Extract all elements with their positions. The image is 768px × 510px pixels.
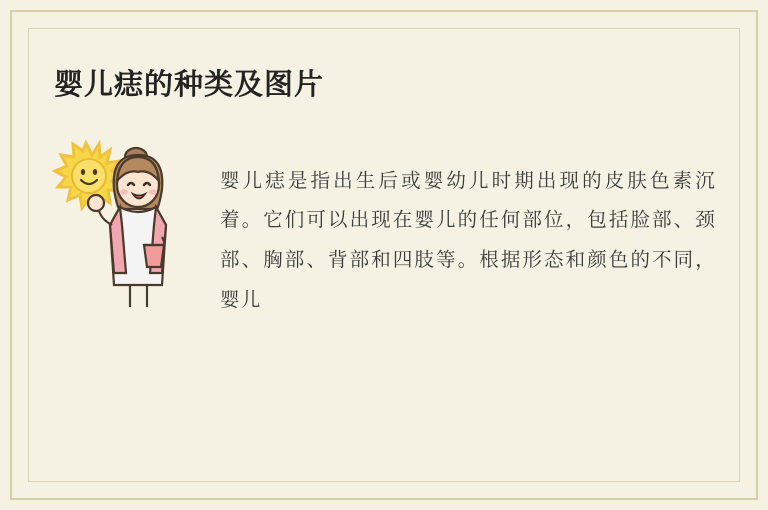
girl-with-sun-illustration xyxy=(52,137,202,312)
page-title: 婴儿痣的种类及图片 xyxy=(54,67,325,101)
article-paragraph: 婴儿痣是指出生后或婴幼儿时期出现的皮肤色素沉着。它们可以出现在婴儿的任何部位，包括脸部、颈部、胸部、背部和四肢等。根据形态和颜色的不同，婴儿 xyxy=(220,168,716,312)
document-content xyxy=(52,52,716,458)
article-body xyxy=(52,137,716,340)
